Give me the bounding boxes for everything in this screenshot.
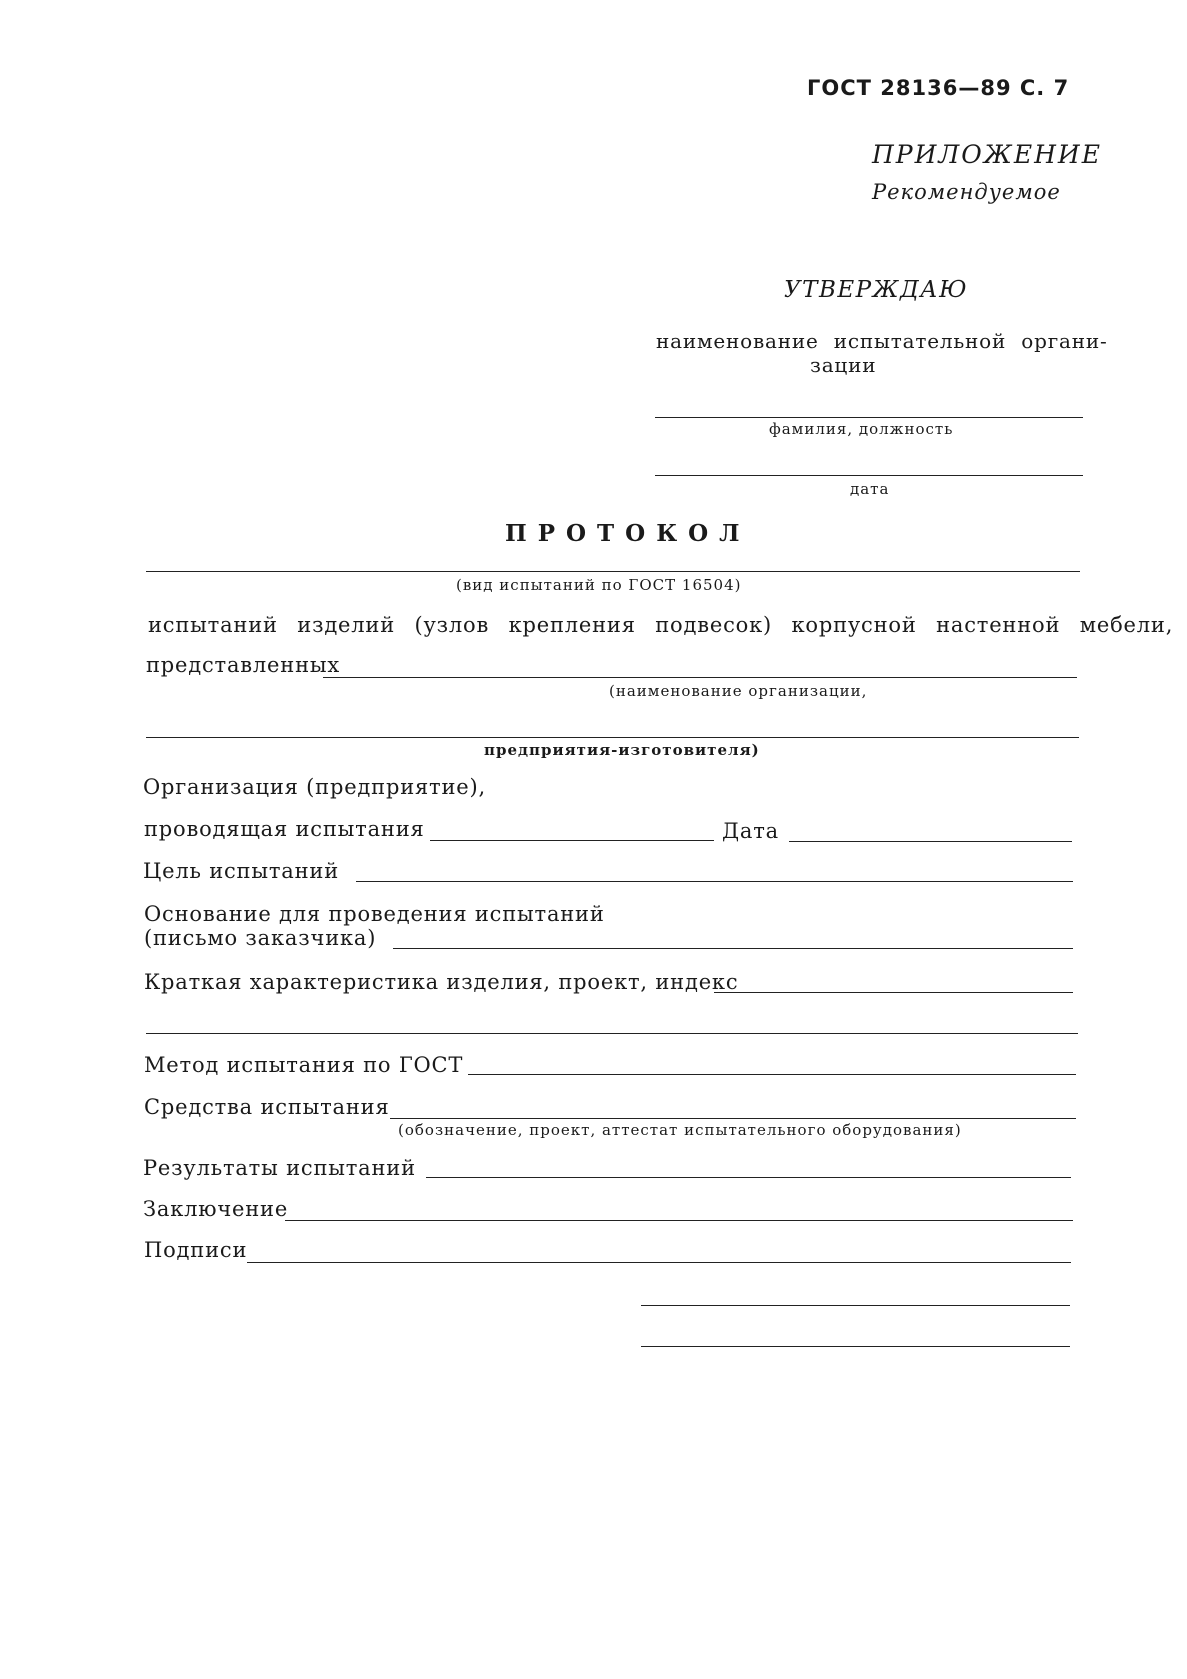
- purpose-label: Цель испытаний: [143, 859, 339, 883]
- conclusion-label: Заключение: [143, 1197, 289, 1221]
- product-field-line: [714, 992, 1073, 993]
- appendix-title: ПРИЛОЖЕНИЕ: [872, 140, 1102, 169]
- basis-label-line1: Основание для проведения испытаний: [144, 902, 605, 926]
- test-kind-caption: (вид испытаний по ГОСТ 16504): [456, 576, 742, 594]
- means-label: Средства испытания: [144, 1095, 390, 1119]
- org-label-line2: проводящая испытания: [144, 817, 425, 841]
- basis-field-line: [393, 948, 1073, 949]
- appendix-subtitle: Рекомендуемое: [872, 180, 1061, 204]
- method-field-line: [468, 1074, 1076, 1075]
- approval-org-line1: наименование испытательной органи-: [656, 329, 1108, 353]
- submitted-caption1: (наименование организации,: [609, 682, 868, 700]
- protocol-title: ПРОТОКОЛ: [505, 520, 751, 547]
- date-label: Дата: [722, 819, 779, 843]
- org-label-line1: Организация (предприятие),: [143, 775, 486, 799]
- page-reference: ГОСТ 28136—89 С. 7: [807, 76, 1070, 100]
- submitted-caption2: предприятия-изготовителя): [484, 741, 760, 759]
- product-extra-line: [146, 1033, 1078, 1034]
- basis-label-line2: (письмо заказчика): [144, 926, 377, 950]
- approver-name-caption: фамилия, должность: [769, 420, 954, 438]
- means-field-line: [390, 1118, 1076, 1119]
- submitted-label: представленных: [146, 653, 341, 677]
- approver-name-line: [655, 417, 1083, 418]
- approval-org-line2: зации: [810, 353, 877, 377]
- signature-line-2: [641, 1305, 1070, 1306]
- approval-date-caption: дата: [850, 480, 890, 498]
- manufacturer-line: [146, 737, 1079, 738]
- results-label: Результаты испытаний: [143, 1156, 416, 1180]
- purpose-field-line: [356, 881, 1073, 882]
- date-field-line: [789, 841, 1072, 842]
- submitted-line: [323, 677, 1077, 678]
- product-label: Краткая характеристика изделия, проект, индекс: [144, 970, 739, 994]
- signatures-label: Подписи: [144, 1238, 248, 1262]
- protocol-intro: испытаний изделий (узлов крепления подвесок) корпусной настенной мебели,: [148, 613, 1174, 637]
- signature-line-1: [247, 1262, 1071, 1263]
- approval-date-line: [655, 475, 1083, 476]
- test-kind-line: [146, 571, 1080, 572]
- conclusion-field-line: [285, 1220, 1073, 1221]
- signature-line-3: [641, 1346, 1070, 1347]
- org-field-line: [430, 840, 714, 841]
- means-caption: (обозначение, проект, аттестат испытательного оборудования): [398, 1121, 962, 1139]
- approval-heading: УТВЕРЖДАЮ: [784, 277, 969, 303]
- method-label: Метод испытания по ГОСТ: [144, 1053, 464, 1077]
- results-field-line: [426, 1177, 1071, 1178]
